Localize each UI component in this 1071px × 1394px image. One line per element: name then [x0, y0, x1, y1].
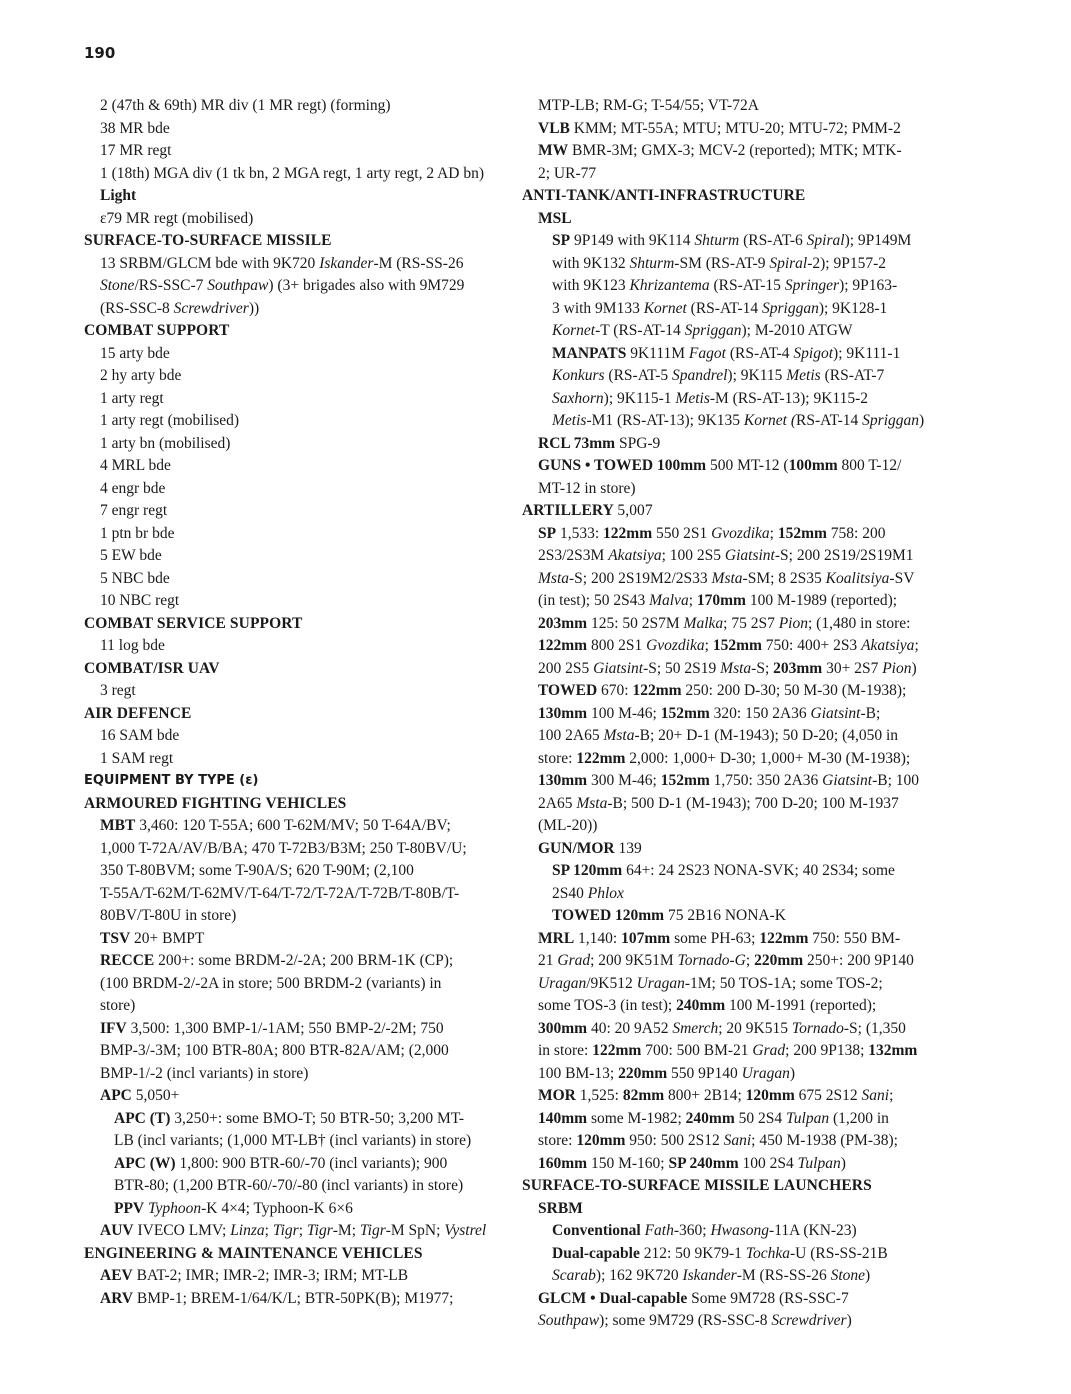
entry-line: MW BMR-3M; GMX-3; MCV-2 (reported); MTK; MTK- 2; UR-77: [538, 142, 902, 182]
entry-line: 1 arty regt: [100, 389, 164, 407]
entry-line: MSL: [538, 209, 572, 227]
section-heading: EQUIPMENT BY TYPE (ε): [84, 773, 259, 788]
right-column: [522, 95, 947, 1333]
entry-line: RCL 73mm SPG-9: [538, 434, 661, 452]
entry-line: MANPATS 9K111M Fagot (RS-AT-4 Spigot); 9K111-1 Konkurs (RS-AT-5 Spandrel); 9K115 Metis (RS-AT-7 Saxhorn); 9K115-1 Metis-M (RS-AT-13); 9K115-2 Metis-M1 (RS-AT-13); 9K135 Kornet (RS-AT-14 Spriggan): [552, 344, 925, 429]
entry-line: 2 (47th & 69th) MR div (1 MR regt) (forming): [100, 97, 391, 114]
entry-line: 13 SRBM/GLCM bde with 9K720 Iskander-M (RS-SS-26 Stone/RS-SSC-7 Southpaw) (3+ brigades also with 9M729 (RS-SSC-8 Screwdriver)): [100, 254, 465, 317]
entry-line: AEV BAT-2; IMR; IMR-2; IMR-3; IRM; MT-LB: [100, 1267, 409, 1284]
entry-line: APC (W) 1,800: 900 BTR-60/-70 (incl variants); 900 BTR-80; (1,200 BTR-60/-70/-80 (incl variants) in store): [114, 1154, 464, 1194]
entry-line: APC 5,050+: [100, 1087, 180, 1104]
entry-line: Conventional Fath-360; Hwasong-11A (KN-23): [552, 1222, 857, 1239]
entry-line: 5 NBC bde: [100, 569, 170, 587]
section-heading: ANTI-TANK/ANTI-INFRASTRUCTURE: [522, 187, 806, 204]
entry-line: ARV BMP-1; BREM-1/64/K/L; BTR-50PK(B); M1977;: [100, 1289, 454, 1307]
entry-line: TOWED 670: 122mm 250: 200 D-30; 50 M-30 (M-1938); 130mm 100 M-46; 152mm 320: 150 2A36 Giatsint-B; 100 2A65 Msta-B; 20+ D-1 (M-1943); 50 D-20; (4,050 in store: 122mm 2,000: 1,000+ D-30; 1,000+ M-30 (M-1938); 130mm 300 M-46; 152mm 1,750: 350 2A36 Giatsint-B; 100 2A65 Msta-B; 500 D-1 (M-1943); 700 D-20; 100 M-1937 (ML-20)): [538, 682, 920, 834]
entry-line: Light: [100, 187, 137, 204]
section-heading: COMBAT/ISR UAV: [84, 659, 220, 677]
entry-line: RECCE 200+: some BRDM-2/-2A; 200 BRM-1K (CP); (100 BRDM-2/-2A in store; 500 BRDM-2 (variants) in store): [100, 952, 454, 1014]
entry-line: 3 regt: [100, 682, 136, 699]
section-heading: ARTILLERY 5,007: [522, 502, 653, 519]
entry-line: 1 arty regt (mobilised): [100, 412, 240, 429]
entry-line: 16 SAM bde: [100, 727, 180, 744]
entry-line: MBT 3,460: 120 T-55A; 600 T-62M/MV; 50 T-64A/BV; 1,000 T-72A/AV/B/BA; 470 T-72B3/B3M; 250 T-80BV/U; 350 T-80BVM; some T-90A/S; 620 T-90M; (2,100 T-55A/T-62M/T-62MV/T-64/T-72/T-72A/T-72B/T-80B/T- 80BV/T-80U in store): [100, 817, 467, 924]
entry-line: TSV 20+ BMPT: [100, 929, 205, 947]
entry-line: APC (T) 3,250+: some BMO-T; 50 BTR-50; 3,200 MT- LB (incl variants; (1,000 MT-LB† (incl variants) in store): [114, 1109, 472, 1149]
entry-line: 4 engr bde: [100, 479, 166, 497]
entry-line: 11 log bde: [100, 637, 165, 654]
entry-line: 1 ptn br bde: [100, 524, 175, 542]
entry-line: 17 MR regt: [100, 142, 172, 159]
section-heading: SURFACE-TO-SURFACE MISSILE LAUNCHERS: [522, 1177, 872, 1194]
entry-line: 7 engr regt: [100, 502, 168, 519]
entry-line: Dual-capable 212: 50 9K79-1 Tochka-U (RS-SS-21B Scarab); 162 9K720 Iskander-M (RS-SS-26 Stone): [552, 1244, 888, 1284]
entry-line: AUV IVECO LMV; Linza; Tigr; Tigr-M; Tigr-M SpN; Vystrel: [100, 1222, 487, 1239]
entry-line: IFV 3,500: 1,300 BMP-1/-1AM; 550 BMP-2/-2M; 750 BMP-3/-3M; 100 BTR-80A; 800 BTR-82A/AM; (2,000 BMP-1/-2 (incl variants) in store): [100, 1019, 449, 1082]
entry-line: VLB KMM; MT-55A; MTU; MTU-20; MTU-72; PMM-2: [538, 119, 901, 137]
page-number: 190: [84, 44, 116, 62]
entry-line: 15 arty bde: [100, 344, 170, 362]
section-heading: AIR DEFENCE: [84, 704, 192, 722]
left-column: [84, 95, 504, 1310]
entry-line: GUN/MOR 139: [538, 839, 642, 857]
entry-line: 2 hy arty bde: [100, 367, 182, 384]
entry-line: 38 MR bde: [100, 119, 170, 137]
entry-line: SP 120mm 64+: 24 2S23 NONA-SVK; 40 2S34; some 2S40 Phlox: [552, 862, 895, 902]
entry-line: 5 EW bde: [100, 547, 162, 564]
entry-line: GLCM • Dual-capable Some 9M728 (RS-SSC-7 Southpaw); some 9M729 (RS-SSC-8 Screwdriver): [538, 1289, 852, 1329]
entry-line: MOR 1,525: 82mm 800+ 2B14; 120mm 675 2S12 Sani; 140mm some M-1982; 240mm 50 2S4 Tulpan (1,200 in store: 120mm 950: 500 2S12 Sani; 450 M-1938 (PM-38); 160mm 150 M-160; SP 240mm 100 2S4 Tulpan): [538, 1087, 898, 1172]
entry-line: SP 9P149 with 9K114 Shturm (RS-AT-6 Spiral); 9P149M with 9K132 Shturm-SM (RS-AT-9 Spiral-2); 9P157-2 with 9K123 Khrizantema (RS-AT-15 Springer); 9P163- 3 with 9M133 Kornet (RS-AT-14 Spriggan); 9K128-1 Kornet-T (RS-AT-14 Spriggan); M-2010 ATGW: [552, 232, 912, 339]
entry-line: 4 MRL bde: [100, 457, 171, 474]
entry-line: PPV Typhoon-K 4×4; Typhoon-K 6×6: [114, 1199, 353, 1217]
entry-line: 10 NBC regt: [100, 592, 180, 609]
section-heading: COMBAT SERVICE SUPPORT: [84, 614, 303, 632]
entry-line: MRL 1,140: 107mm some PH-63; 122mm 750: 550 BM- 21 Grad; 200 9K51M Tornado-G; 220mm 250+: 200 9P140 Uragan/9K512 Uragan-1M; 50 TOS-1A; some TOS-2; some TOS-3 (in test); 240mm 100 M-1991 (reported); 300mm 40: 20 9A52 Smerch; 20 9K515 Tornado-S; (1,350 in store: 122mm 700: 500 BM-21 Grad; 200 9P138; 132mm 100 BM-13; 220mm 550 9P140 Uragan): [538, 929, 918, 1082]
entry-line: 1 (18th) MGA div (1 tk bn, 2 MGA regt, 1 arty regt, 2 AD bn): [100, 164, 485, 182]
section-heading: SURFACE-TO-SURFACE MISSILE: [84, 232, 332, 249]
entry-line: MTP-LB; RM-G; T-54/55; VT-72A: [538, 97, 759, 114]
entry-line: 1 SAM regt: [100, 749, 174, 767]
entry-line: GUNS • TOWED 100mm 500 MT-12 (100mm 800 T-12/ MT-12 in store): [538, 457, 902, 497]
entry-line: 1 arty bn (mobilised): [100, 434, 231, 452]
section-heading: COMBAT SUPPORT: [84, 322, 230, 339]
entry-line: TOWED 120mm 75 2B16 NONA-K: [552, 907, 786, 924]
entry-line: ε79 MR regt (mobilised): [100, 209, 254, 227]
entry-line: SRBM: [538, 1199, 583, 1217]
section-heading: ARMOURED FIGHTING VEHICLES: [84, 794, 347, 812]
section-heading: ENGINEERING & MAINTENANCE VEHICLES: [84, 1244, 423, 1262]
entry-line: SP 1,533: 122mm 550 2S1 Gvozdika; 152mm 758: 200 2S3/2S3M Akatsiya; 100 2S5 Giatsint-S; 200 2S19/2S19M1 Msta-S; 200 2S19M2/2S33 Msta-SM; 8 2S35 Koalitsiya-SV (in test); 50 2S43 Malva; 170mm 100 M-1989 (reported); 203mm 125: 50 2S7M Malka; 75 2S7 Pion; (1,480 in store: 122mm 800 2S1 Gvozdika; 152mm 750: 400+ 2S3 Akatsiya; 200 2S5 Giatsint-S; 50 2S19 Msta-S; 203mm 30+ 2S7 Pion): [538, 524, 919, 677]
